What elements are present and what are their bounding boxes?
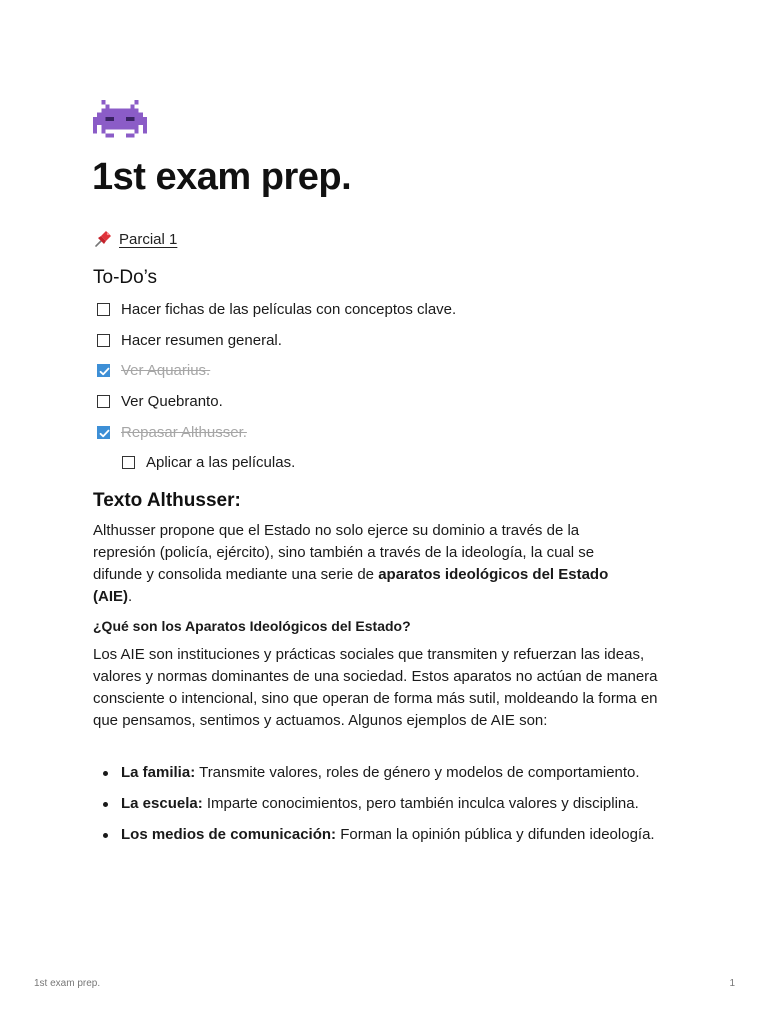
todo-checkbox[interactable] [97,334,110,347]
bullet-text: Forman la opinión pública y difunden ideología. [336,826,655,843]
bullet-dot [103,802,108,807]
list-item [93,762,683,784]
todos-heading: To-Do’s [93,267,158,288]
todo-label: Ver Quebranto. [121,392,223,410]
subheading: ¿Qué son los Aparatos Ideológicos del Estado? [93,618,411,634]
alien-monster-icon [93,100,147,142]
todo-checkbox[interactable] [97,395,110,408]
bullet-term: Los medios de comunicación: [121,826,337,843]
paragraph-line: represión (policía, ejército), sino también a través de la ideología, la cual se [93,544,595,561]
todo-item [97,390,223,412]
pushpin-icon [93,229,113,249]
section-heading: Texto Althusser: [93,490,241,511]
todo-item [97,421,247,443]
paragraph-line: difunde y consolida mediante una serie de [93,566,379,583]
bullet-term: La familia: [121,764,196,781]
todo-item [97,298,456,320]
todo-checkbox[interactable] [97,303,110,316]
todo-item-nested [122,451,295,473]
bullet-dot [103,833,108,838]
todo-item [97,329,282,351]
bold-term: (AIE) [93,588,128,605]
page-link-label[interactable]: Parcial 1 [119,230,178,248]
list-item [93,793,683,815]
bold-term: aparatos ideológicos del Estado [378,566,609,583]
aie-examples-list [93,762,683,846]
todo-label: Hacer resumen general. [121,331,282,349]
todo-checkbox-checked[interactable] [97,364,110,377]
todo-label: Hacer fichas de las películas con conceptos clave. [121,300,457,318]
todo-label: Repasar Althusser. [121,423,247,441]
intro-paragraph [93,520,683,608]
bullet-term: La escuela: [121,795,203,812]
checkmark-icon [98,365,111,378]
page-link-parcial-1[interactable] [93,228,177,250]
bullet-dot [103,771,108,776]
todo-label: Aplicar a las películas. [146,453,296,471]
footer-page-number: 1 [729,978,735,989]
paragraph-end: . [128,588,133,605]
footer-title: 1st exam prep. [34,978,101,989]
todo-checkbox-checked[interactable] [97,426,110,439]
todo-item [97,359,210,381]
list-item [93,824,683,846]
checkmark-icon [98,427,111,440]
paragraph-line: Althusser propone que el Estado no solo ejerce su dominio a través de la [93,522,580,539]
bullet-text: Transmite valores, roles de género y modelos de comportamiento. [195,764,640,781]
aie-paragraph: Los AIE son instituciones y prácticas sociales que transmiten y refuerzan las ideas, valores y normas dominantes de una sociedad. Estos aparatos no actúan de manera consciente o intencional, sino que operan de forma más sutil, moldeando la forma en que pensamos, sentimos y actuamos. Algunos ejemplos de AIE son: [93,646,658,729]
page-title: 1st exam prep. [92,156,352,198]
bullet-text: Imparte conocimientos, pero también inculca valores y disciplina. [202,795,639,812]
todo-label: Ver Aquarius. [121,361,211,379]
todo-checkbox[interactable] [122,456,135,469]
